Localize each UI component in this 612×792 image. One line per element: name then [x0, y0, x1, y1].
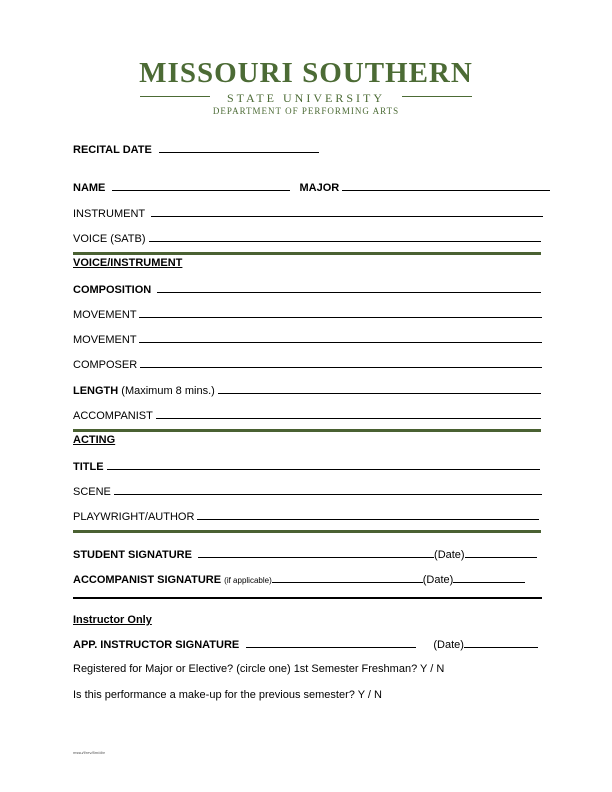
acting-heading: ACTING: [73, 434, 116, 446]
university-logo: [130, 58, 482, 116]
recital-date-field[interactable]: [159, 143, 319, 153]
accompanist-signature-row: [73, 573, 525, 587]
acting-heading-row: [73, 434, 115, 447]
instructor-heading: Instructor Only: [73, 614, 152, 626]
title-label: TITLE: [73, 461, 104, 473]
title-field[interactable]: [107, 460, 540, 470]
accompanist-date-label: (Date): [422, 574, 454, 586]
movement-field-1[interactable]: [139, 308, 542, 318]
length-row: [73, 384, 541, 398]
scene-row: [73, 485, 542, 499]
student-signature-field[interactable]: [198, 548, 434, 558]
accompanist-signature-field[interactable]: [272, 573, 423, 583]
instructor-signature-row: [73, 638, 538, 652]
scene-label: SCENE: [73, 486, 111, 498]
accompanist-date-field[interactable]: [453, 573, 525, 583]
playwright-row: [73, 510, 539, 524]
playwright-field[interactable]: [197, 510, 539, 520]
voice-instrument-heading: VOICE/INSTRUMENT: [73, 257, 183, 269]
accompanist-signature-label: ACCOMPANIST SIGNATURE: [73, 574, 222, 586]
section-divider: [73, 429, 541, 432]
movement-row-1: [73, 308, 542, 322]
department-name: DEPARTMENT OF PERFORMING ARTS: [212, 106, 400, 116]
logo-university-name: MISSOURI SOUTHERN: [139, 57, 473, 89]
name-field[interactable]: [112, 181, 290, 191]
title-row: [73, 460, 540, 474]
scene-field[interactable]: [114, 485, 542, 495]
section-divider: [73, 252, 541, 255]
makeup-row: [73, 689, 382, 702]
instructor-signature-label: APP. INSTRUCTOR SIGNATURE: [73, 639, 240, 651]
voice-field[interactable]: [149, 232, 541, 242]
student-date-field[interactable]: [465, 548, 537, 558]
makeup-question: Is this performance a make-up for the previous semester? Y / N: [73, 689, 382, 701]
registered-question: Registered for Major or Elective? (circle one) 1st Semester Freshman? Y / N: [73, 663, 445, 675]
section-divider: [73, 530, 541, 533]
logo-subtitle-row: [130, 89, 482, 103]
instructor-heading-row: [73, 614, 152, 627]
instrument-row: [73, 207, 543, 221]
name-major-row: [73, 181, 550, 195]
movement-row-2: [73, 333, 542, 347]
movement-field-2[interactable]: [139, 333, 542, 343]
instructor-signature-field[interactable]: [246, 638, 416, 648]
composition-field[interactable]: [157, 283, 541, 293]
composer-field[interactable]: [140, 358, 542, 368]
instructor-date-label: (Date): [433, 639, 464, 651]
accompanist-signature-note: (if applicable): [224, 576, 272, 585]
logo-rule-left: [140, 96, 210, 97]
name-label: NAME: [73, 182, 106, 194]
composition-label: COMPOSITION: [73, 284, 152, 296]
instructor-date-field[interactable]: [464, 638, 538, 648]
student-date-label: (Date): [434, 549, 465, 561]
length-field[interactable]: [218, 384, 541, 394]
voice-label: VOICE (SATB): [73, 233, 146, 245]
voice-row: [73, 232, 541, 246]
accompanist-field[interactable]: [156, 409, 541, 419]
footer-code: mssu/f/rev/8m/dbr: [73, 750, 106, 755]
accompanist-row: [73, 409, 541, 423]
composer-row: [73, 358, 542, 372]
student-signature-row: [73, 548, 537, 562]
length-label: LENGTH: [73, 385, 119, 397]
voice-instrument-heading-row: [73, 257, 182, 270]
major-label: MAJOR: [299, 182, 340, 194]
length-note: (Maximum 8 mins.): [121, 385, 215, 397]
movement-label-1: MOVEMENT: [73, 309, 137, 321]
major-field[interactable]: [342, 181, 550, 191]
composer-label: COMPOSER: [73, 359, 138, 371]
accompanist-label: ACCOMPANIST: [73, 410, 153, 422]
student-signature-label: STUDENT SIGNATURE: [73, 549, 192, 561]
movement-label-2: MOVEMENT: [73, 334, 137, 346]
playwright-label: PLAYWRIGHT/AUTHOR: [73, 511, 195, 523]
instrument-label: INSTRUMENT: [73, 208, 145, 220]
registered-row: [73, 663, 444, 676]
logo-subtitle: STATE UNIVERSITY: [226, 91, 386, 105]
instrument-field[interactable]: [151, 207, 543, 217]
instructor-divider: [73, 597, 542, 599]
recital-date-row: [73, 143, 319, 157]
recital-date-label: RECITAL DATE: [73, 144, 152, 156]
composition-row: [73, 283, 541, 297]
logo-rule-right: [402, 96, 472, 97]
